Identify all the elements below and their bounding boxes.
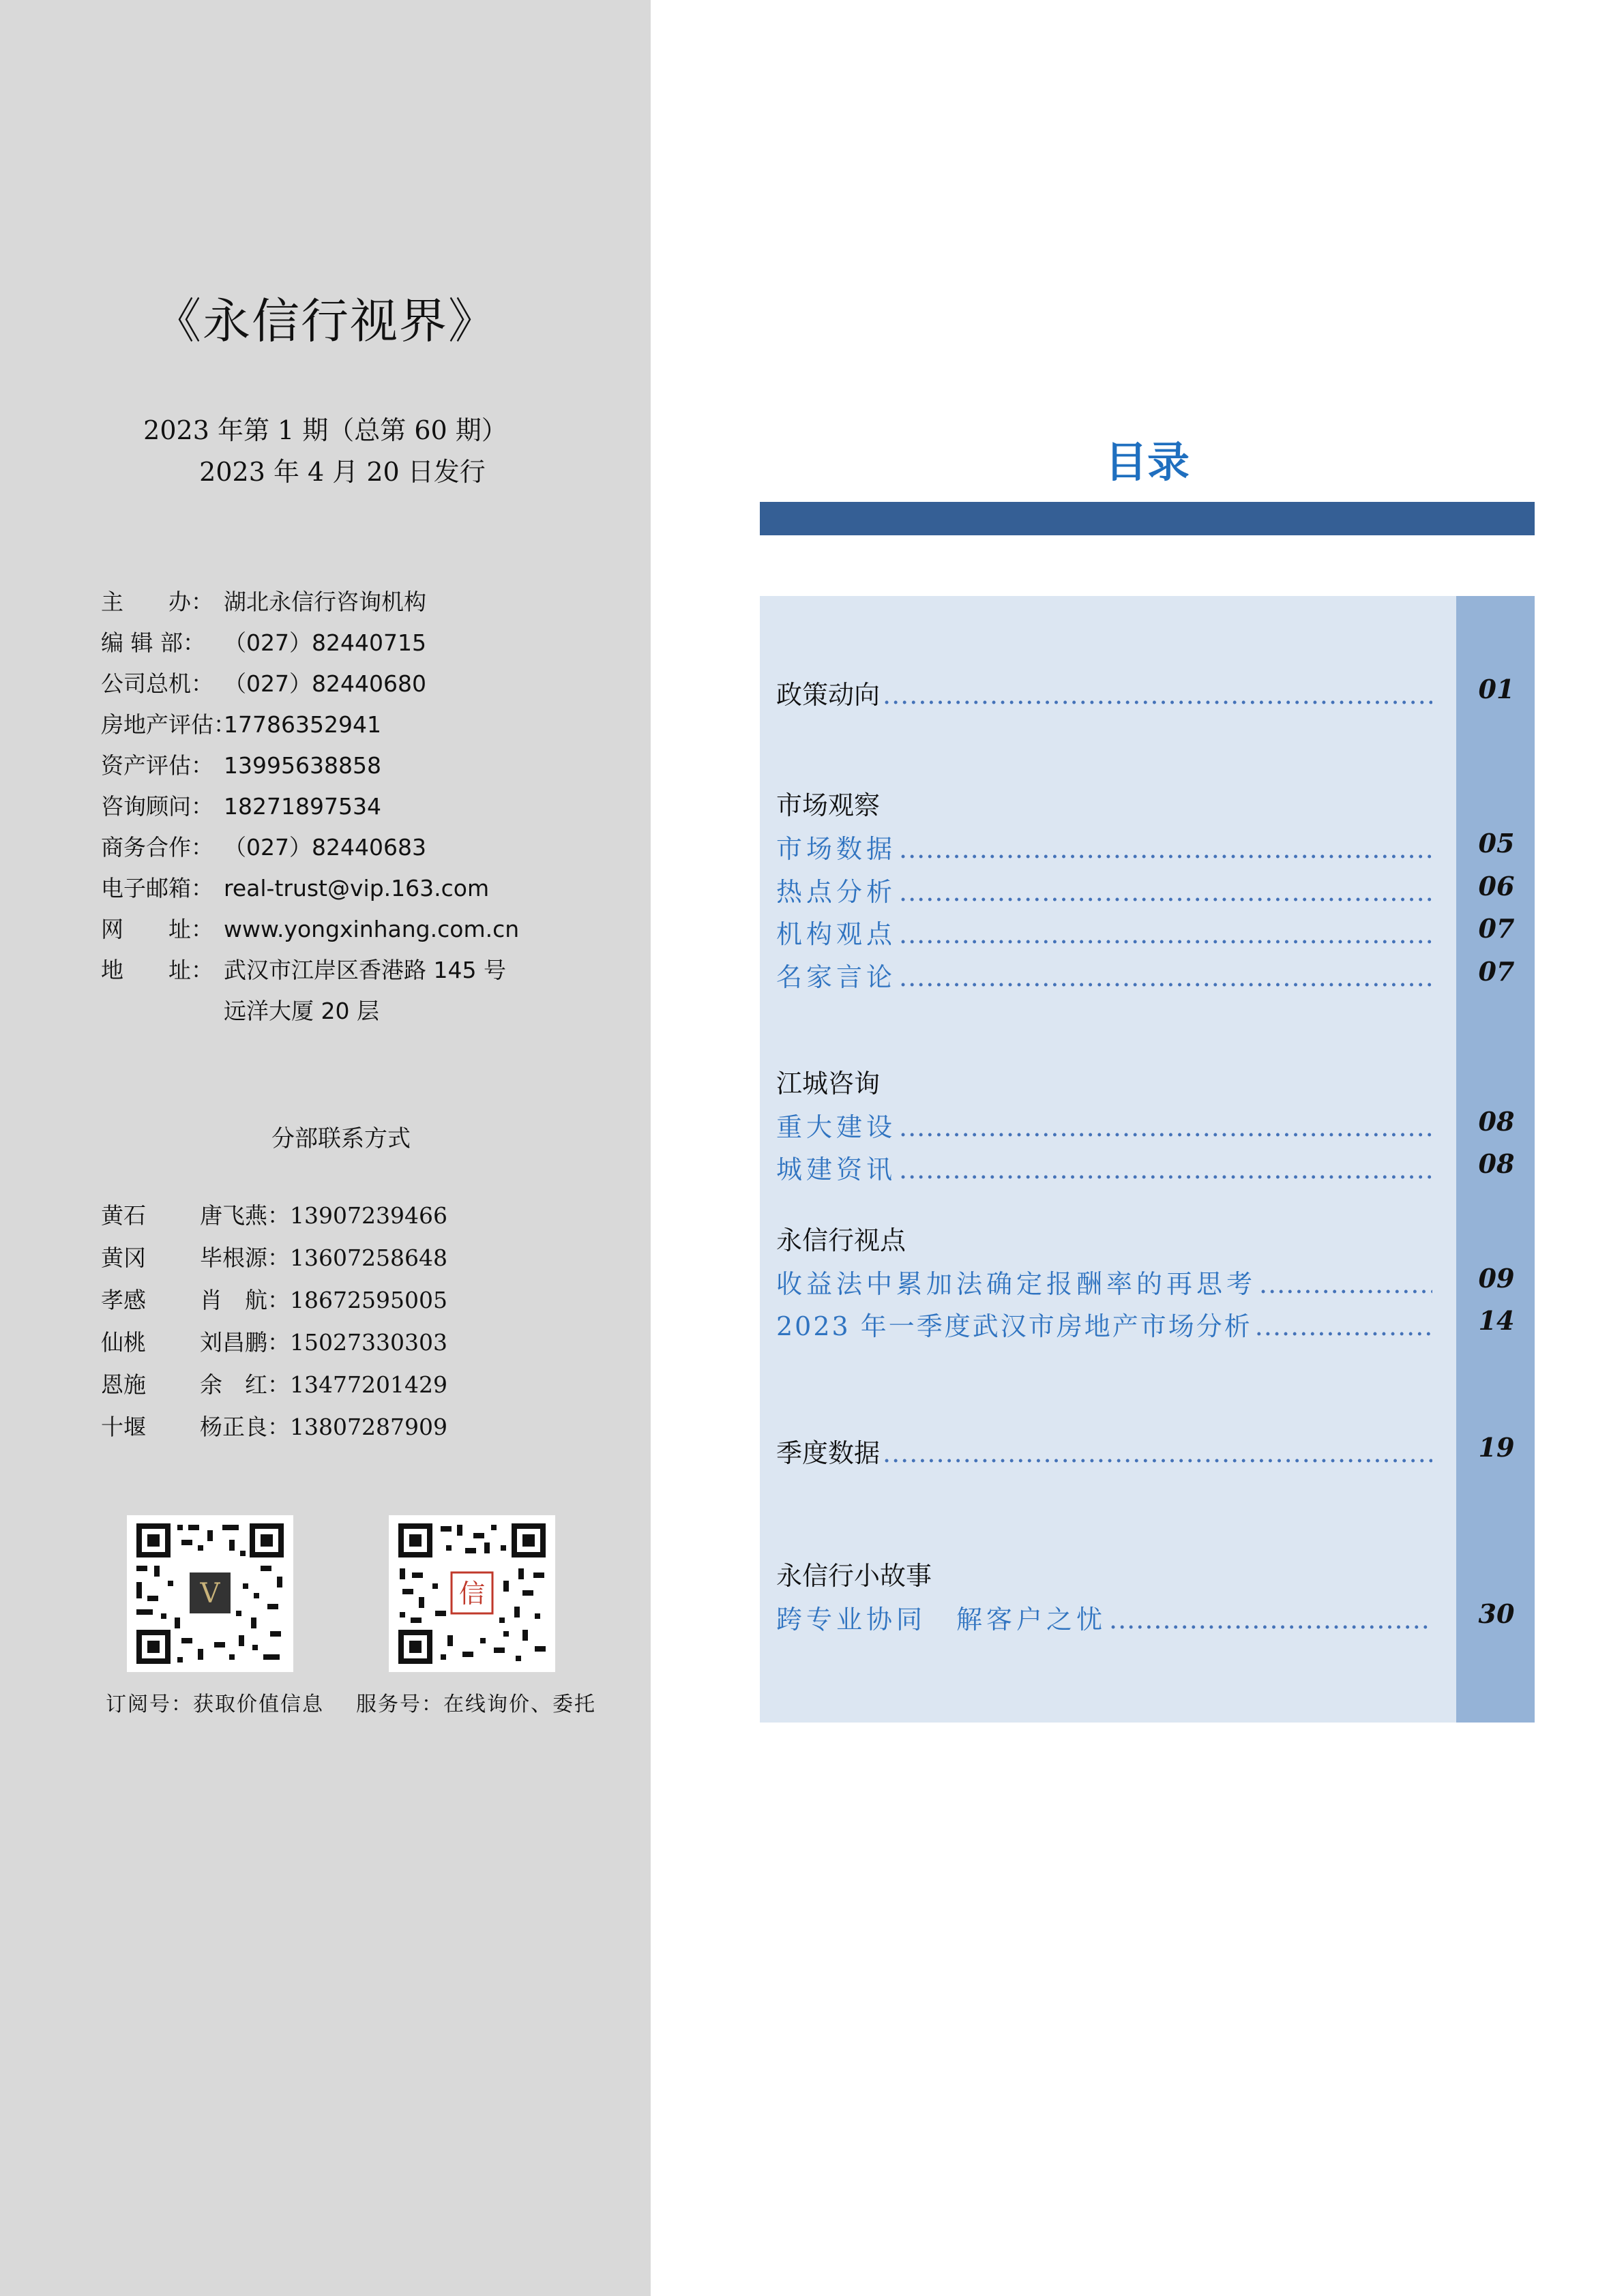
toc-entry[interactable]: [776, 1305, 1515, 1346]
contact-row: [101, 623, 519, 664]
toc-page-number: 05: [1478, 828, 1515, 859]
toc-entry-title: 政策动向: [776, 680, 881, 710]
toc-leader-dots: [883, 680, 1432, 710]
toc-leader-dots: [899, 877, 1432, 907]
toc-entry[interactable]: [776, 913, 1515, 954]
branch-city: 恩施: [101, 1371, 146, 1398]
toc-page-number: 09: [1478, 1263, 1515, 1294]
toc-entry[interactable]: [776, 1148, 1515, 1189]
toc-section-header: 市场观察: [776, 790, 881, 820]
contact-label: 电子邮箱：: [101, 875, 213, 901]
toc-page-number: 01: [1478, 674, 1515, 704]
branch-city: 十堰: [101, 1414, 146, 1440]
branch-city: 仙桃: [101, 1329, 146, 1356]
contact-label: 网 址：: [101, 916, 213, 942]
branch-row: [101, 1237, 447, 1279]
contact-value: 17786352941: [224, 711, 381, 738]
toc-entry-title: 热点分析: [776, 877, 897, 907]
toc-page-number: 30: [1478, 1598, 1515, 1629]
contact-label: 公司总机：: [101, 670, 213, 697]
qr-code-left-graphic: [127, 1515, 293, 1672]
branch-row: [101, 1279, 447, 1322]
toc-entry-title: 名家言论: [776, 962, 897, 992]
contact-label: 地 址：: [101, 957, 213, 983]
contact-label: 咨询顾问：: [101, 793, 213, 820]
contact-row: [101, 704, 519, 745]
branch-row: [101, 1364, 447, 1406]
toc-page-number: 14: [1478, 1305, 1515, 1336]
toc-entry-title: 收益法中累加法确定报酬率的再思考: [776, 1269, 1257, 1299]
branch-contact: 刘昌鹏：15027330303: [200, 1329, 447, 1356]
qr-caption-subscription: 订阅号：获取价值信息: [106, 1693, 324, 1716]
contact-label: 编 辑 部：: [101, 629, 205, 656]
toc-leader-dots: [1255, 1311, 1432, 1341]
toc-entry[interactable]: [776, 956, 1515, 997]
contact-row: [101, 950, 519, 991]
toc-leader-dots: [899, 962, 1432, 992]
toc-page-number: 08: [1478, 1148, 1515, 1179]
branch-city: 黄石: [101, 1202, 146, 1229]
qr-code-subscription-icon: [127, 1515, 293, 1672]
toc-page-number: 06: [1478, 871, 1515, 901]
toc-leader-dots: [899, 1154, 1432, 1184]
toc-leader-dots: [883, 1438, 1432, 1468]
branch-contact: 余 红：13477201429: [200, 1371, 447, 1398]
branch-contact: 唐飞燕：13907239466: [200, 1202, 447, 1229]
branch-row: [101, 1406, 447, 1448]
branch-row: [101, 1322, 447, 1364]
toc-entry[interactable]: [776, 1263, 1515, 1304]
publish-date: 2023 年 4 月 20 日发行: [199, 457, 486, 487]
contact-label: 资产评估：: [101, 752, 213, 779]
toc-leader-dots: [1259, 1269, 1432, 1299]
toc-entry[interactable]: [776, 828, 1515, 869]
toc-entry-title: 城建资讯: [776, 1154, 897, 1184]
contact-row: [101, 786, 519, 827]
contact-row: [101, 909, 519, 950]
contact-label: 商务合作：: [101, 834, 213, 861]
email-value: real-trust@vip.163.com: [224, 875, 490, 901]
address-continuation: 远洋大厦 20 层: [224, 998, 379, 1024]
toc-heading: 目录: [1104, 437, 1190, 487]
toc-page-number: 07: [1478, 956, 1515, 987]
toc-entry-title: 跨专业协同 解客户之忧: [776, 1605, 1107, 1635]
toc-entry[interactable]: [776, 674, 1515, 715]
qr-code-right-graphic: [389, 1515, 555, 1672]
branch-contact: 杨正良：13807287909: [200, 1414, 447, 1440]
contact-row: [101, 582, 519, 623]
branch-contact: 肖 航：18672595005: [200, 1287, 447, 1313]
toc-page-number: 19: [1478, 1432, 1515, 1463]
qr-code-service-icon: [389, 1515, 555, 1672]
toc-entry[interactable]: [776, 871, 1515, 912]
contact-value: （027）82440715: [224, 629, 426, 656]
qr-caption-service: 服务号：在线询价、委托: [356, 1693, 596, 1716]
toc-leader-dots: [1109, 1605, 1432, 1635]
magazine-title: 《永信行视界》: [153, 293, 497, 349]
toc-entry-title: 2023 年一季度武汉市房地产市场分析: [776, 1311, 1252, 1341]
branch-list: [101, 1195, 447, 1448]
toc-section-header: 永信行小故事: [776, 1561, 932, 1591]
contact-info: [101, 582, 519, 1032]
contact-row: [101, 664, 519, 704]
toc-header-bar: [760, 502, 1535, 535]
branch-city: 孝感: [101, 1287, 146, 1313]
branch-contact: 毕根源：13607258648: [200, 1244, 447, 1271]
contact-value: （027）82440683: [224, 834, 426, 861]
contact-value: 湖北永信行咨询机构: [224, 588, 426, 615]
svg-text:V: V: [200, 1578, 220, 1609]
svg-text:信: 信: [458, 1579, 486, 1609]
branch-row: [101, 1195, 447, 1237]
toc-entry-title: 机构观点: [776, 919, 897, 949]
branch-title: 分部联系方式: [271, 1125, 411, 1152]
branch-city: 黄冈: [101, 1244, 146, 1271]
left-sidebar: [0, 0, 651, 2296]
toc-section-header: 永信行视点: [776, 1225, 906, 1255]
address-value: 武汉市江岸区香港路 145 号: [224, 957, 506, 983]
toc-entry[interactable]: [776, 1598, 1515, 1639]
toc-leader-dots: [899, 1112, 1432, 1142]
toc-leader-dots: [899, 919, 1432, 949]
toc-page-number: 08: [1478, 1106, 1515, 1137]
toc-section-header: 江城咨询: [776, 1069, 881, 1099]
contact-row: [101, 827, 519, 868]
toc-leader-dots: [899, 834, 1432, 864]
contact-value: 18271897534: [224, 793, 381, 820]
toc-entry-title: 季度数据: [776, 1438, 881, 1468]
contact-label: 房地产评估：: [101, 711, 236, 738]
contact-value: （027）82440680: [224, 670, 426, 697]
contact-row: [101, 868, 519, 909]
toc-entry-title: 市场数据: [776, 834, 897, 864]
contact-row: [101, 745, 519, 786]
contact-value: 13995638858: [224, 752, 381, 779]
toc-entry[interactable]: [776, 1432, 1515, 1473]
website-value: www.yongxinhang.com.cn: [224, 916, 520, 942]
contact-label: 主 办：: [101, 588, 213, 615]
toc-entry[interactable]: [776, 1106, 1515, 1147]
toc-page-number: 07: [1478, 913, 1515, 944]
toc-entry-title: 重大建设: [776, 1112, 897, 1142]
issue-number: 2023 年第 1 期（总第 60 期）: [143, 415, 507, 445]
